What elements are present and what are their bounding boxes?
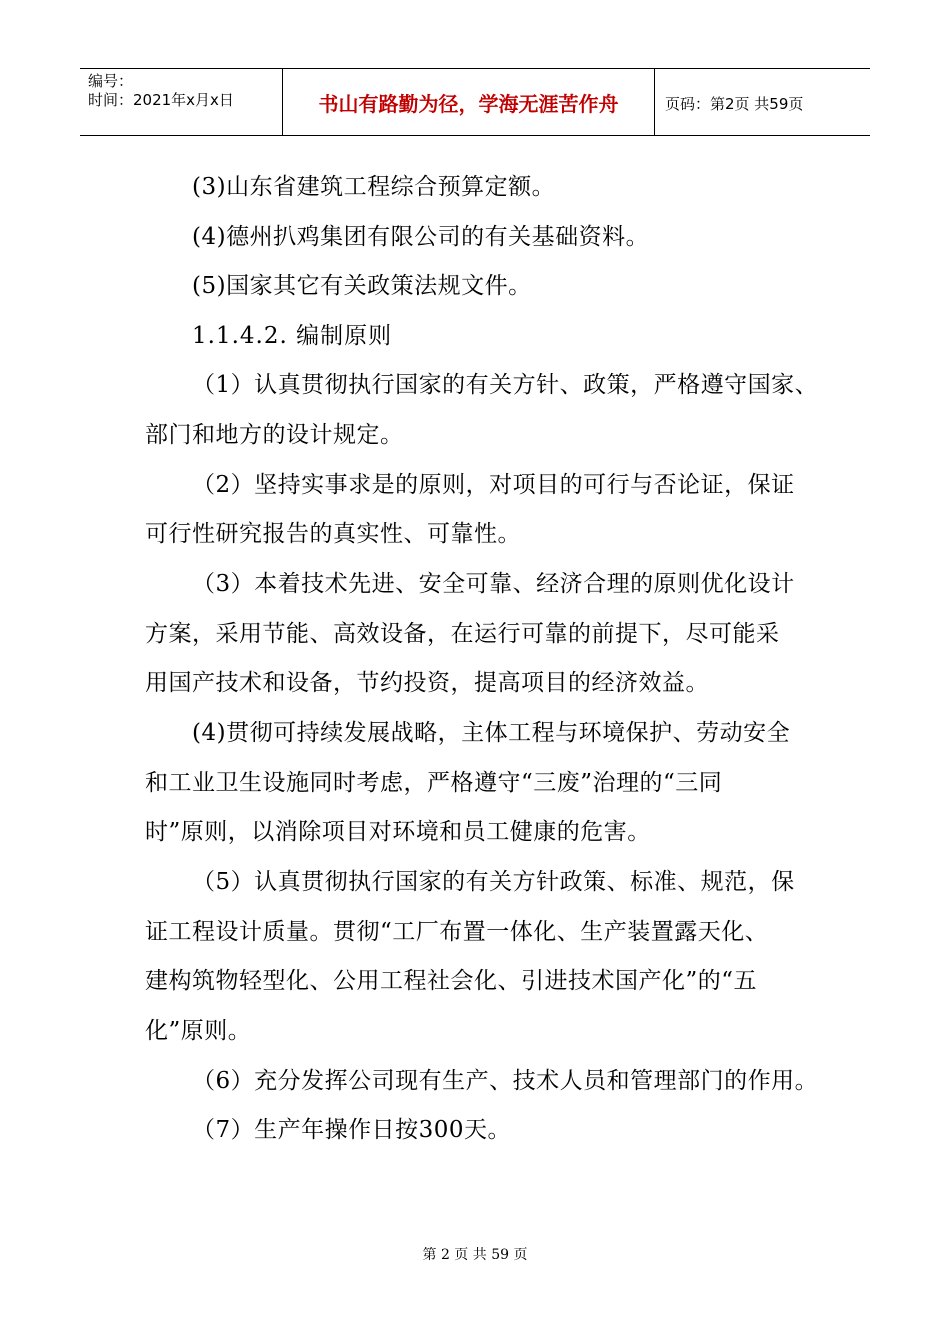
paragraph-line: （3）本着技术先进、安全可靠、经济合理的原则优化设计 xyxy=(192,571,795,597)
page-header xyxy=(80,68,870,136)
header-meta-cell xyxy=(80,69,283,135)
paragraph-line: 部门和地方的设计规定。 xyxy=(145,422,404,448)
paragraph-line: 用国产技术和设备，节约投资，提高项目的经济效益。 xyxy=(145,670,709,696)
header-motto: 书山有路勤为径，学海无涯苦作舟 xyxy=(318,92,619,116)
paragraph-line: 建构筑物轻型化、公用工程社会化、引进技术国产化”的“五 xyxy=(145,968,758,994)
paragraph-line: (4)贯彻可持续发展战略，主体工程与环境保护、劳动安全 xyxy=(192,720,791,746)
paragraph-line: 可行性研究报告的真实性、可靠性。 xyxy=(145,521,521,547)
header-page-info: 页码：第2页 共59页 xyxy=(665,95,804,113)
document-time-label: 时间：2021年x月x日 xyxy=(88,91,234,109)
paragraph-line: 时”原则，以消除项目对环境和员工健康的危害。 xyxy=(145,819,651,845)
paragraph-line: (4)德州扒鸡集团有限公司的有关基础资料。 xyxy=(192,224,650,250)
section-heading: 1.1.4.2. 编制原则 xyxy=(192,323,393,349)
paragraph-line: 化”原则。 xyxy=(145,1018,252,1044)
paragraph-line: （2）坚持实事求是的原则，对项目的可行与否论证，保证 xyxy=(192,472,795,498)
document-number-label: 编号： xyxy=(88,72,134,90)
paragraph-line: (5)国家其它有关政策法规文件。 xyxy=(192,273,532,299)
paragraph-line: (3)山东省建筑工程综合预算定额。 xyxy=(192,174,556,200)
page-footer: 第 2 页 共 59 页 xyxy=(422,1247,528,1263)
paragraph-line: （5）认真贯彻执行国家的有关方针政策、标准、规范，保 xyxy=(192,869,795,895)
paragraph-line: （7）生产年操作日按300天。 xyxy=(192,1117,512,1143)
header-page-cell xyxy=(655,69,870,135)
paragraph-line: 证工程设计质量。贯彻“工厂布置一体化、生产装置露天化、 xyxy=(145,919,769,945)
header-motto-cell xyxy=(283,69,655,135)
paragraph-line: 和工业卫生设施同时考虑，严格遵守“三废”治理的“三同 xyxy=(145,770,723,796)
paragraph-line: （6）充分发挥公司现有生产、技术人员和管理部门的作用。 xyxy=(192,1068,819,1094)
paragraph-line: （1）认真贯彻执行国家的有关方针、政策，严格遵守国家、 xyxy=(192,372,819,398)
paragraph-line: 方案，采用节能、高效设备，在运行可靠的前提下，尽可能采 xyxy=(145,621,780,647)
